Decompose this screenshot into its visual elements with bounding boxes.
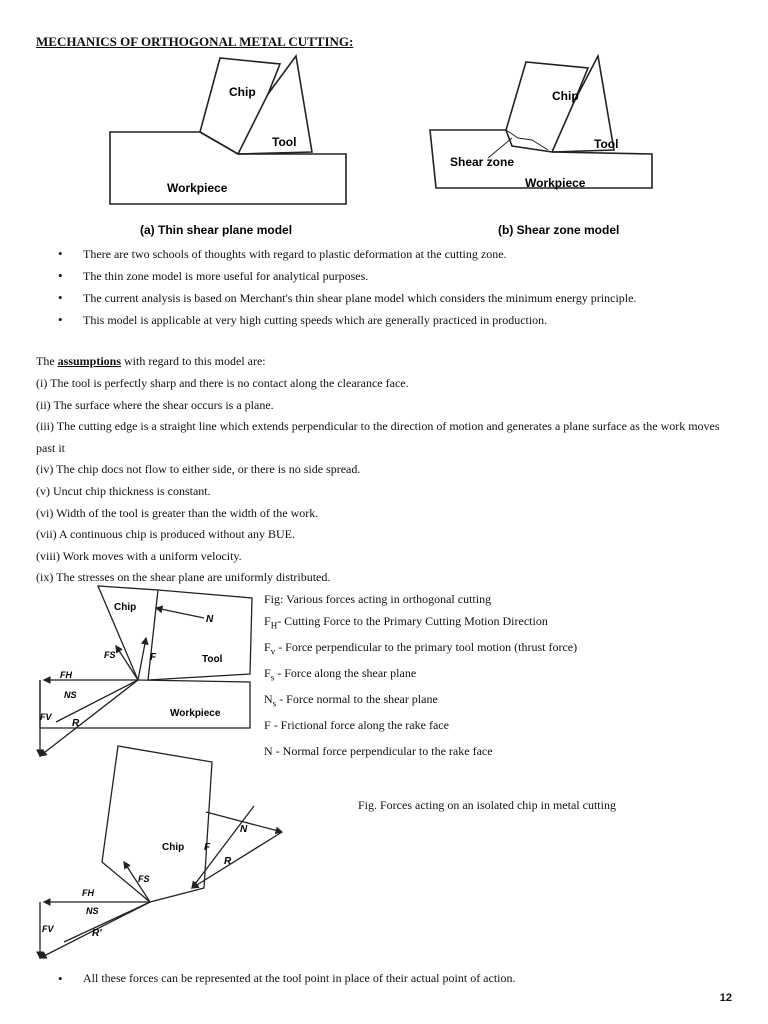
shear-zone-label: Shear zone — [450, 155, 515, 169]
chip-label-a: Chip — [229, 85, 256, 99]
force-fs-label: FS — [104, 650, 116, 660]
assumption-item: (ix) The stresses on the shear plane are uniformly distributed. — [36, 570, 331, 584]
isolated-chip-figure — [34, 742, 294, 964]
chip-bot — [102, 746, 212, 902]
legend-item: $F_s$ - Force along the shear plane — [264, 665, 417, 683]
assumptions-keyword: assumptions — [57, 354, 122, 368]
workpiece-label-a: Workpiece — [167, 181, 228, 195]
legend-title: Fig: Various forces acting in orthogonal cutting — [264, 592, 492, 606]
chip-label-b: Chip — [552, 89, 579, 103]
force-fh-label-bot: FH — [82, 888, 94, 898]
force-fv-label-bot: FV — [42, 924, 54, 934]
assumption-item: (i) The tool is perfectly sharp and there is no contact along the clearance face. — [36, 376, 409, 390]
force-ns-label: NS — [64, 690, 77, 700]
legend-item: F - Frictional force along the rake face — [264, 718, 449, 733]
assumption-item: (vi) Width of the tool is greater than the width of the work. — [36, 506, 319, 520]
bullet-item: • There are two schools of thoughts with regard to plastic deformation at the cutting zone. — [58, 243, 738, 265]
force-n-label: N — [206, 614, 214, 625]
assumption-item: (iv) The chip docs not flow to either side, or there is no side spread. — [36, 462, 361, 476]
legend-item: N - Normal force perpendicular to the rake face — [264, 744, 493, 759]
caption-a: (a) Thin shear plane model — [140, 223, 293, 237]
assumption-item: (v) Uncut chip thickness is constant. — [36, 484, 211, 498]
force-rprime-label: R' — [92, 928, 102, 939]
workpiece-label-mid: Workpiece — [170, 708, 221, 719]
bullet-item: • This model is applicable at very high cutting speeds which are generally practiced in production. — [58, 309, 738, 331]
assumption-item: (vii) A continuous chip is produced without any BUE. — [36, 527, 295, 541]
assumption-item: (viii) Work moves with a uniform velocity. — [36, 549, 242, 563]
legend-item: $F_H-$ Cutting Force to the Primary Cutting Motion Direction — [264, 613, 548, 631]
bullet-item-final: • All these forces can be represented at the tool point in place of their actual point of action. — [58, 971, 516, 986]
force-f-label-bot: F — [204, 842, 211, 853]
force-fv-label: FV — [40, 712, 52, 722]
assumptions-intro: The assumptions with regard to this model are: — [36, 354, 266, 368]
assumption-item: (iii) The cutting edge is a straight line which extends perpendicular to the direction of motion and generates a plane surface as the work moves past it — [36, 419, 720, 455]
force-r-label-bot: R — [224, 856, 232, 867]
bullet-item: • The thin zone model is more useful for analytical purposes. — [58, 265, 738, 287]
legend-item: $N_s$ - Force normal to the shear plane — [264, 691, 438, 709]
force-fh-label: FH — [60, 670, 72, 680]
force-f-label: F — [150, 652, 157, 663]
force-r-label: R — [72, 718, 80, 729]
legend-item: $F_v$ - Force perpendicular to the primary tool motion (thrust force) — [264, 639, 578, 657]
caption-b: (b) Shear zone model — [498, 223, 620, 237]
tool-label-mid: Tool — [202, 654, 223, 665]
force-fs-label-bot: FS — [138, 874, 150, 884]
shear-model-figure — [100, 54, 660, 240]
model-bullets — [58, 243, 738, 331]
chip-a — [200, 58, 280, 154]
tool-label-a: Tool — [272, 135, 297, 149]
chip-mid — [98, 586, 158, 680]
isolated-chip-caption: Fig. Forces acting on an isolated chip in metal cutting — [358, 798, 616, 812]
tool-label-b: Tool — [594, 137, 619, 151]
page-number: 12 — [719, 992, 732, 1004]
bullet-item: • The current analysis is based on Merchant's thin shear plane model which considers the minimum energy principle. — [58, 287, 738, 309]
force-ns-label-bot: NS — [86, 906, 99, 916]
assumption-item: (ii) The surface where the shear occurs is a plane. — [36, 398, 274, 412]
workpiece-label-b: Workpiece — [525, 176, 586, 190]
chip-label-mid: Chip — [114, 602, 137, 613]
force-legend — [264, 589, 577, 767]
force-n-label-bot: N — [240, 824, 248, 835]
page-title: MECHANICS OF ORTHOGONAL METAL CUTTING: — [36, 34, 354, 49]
orthogonal-forces-figure — [34, 584, 260, 760]
tool-mid — [148, 590, 252, 680]
chip-label-bot: Chip — [162, 842, 185, 853]
